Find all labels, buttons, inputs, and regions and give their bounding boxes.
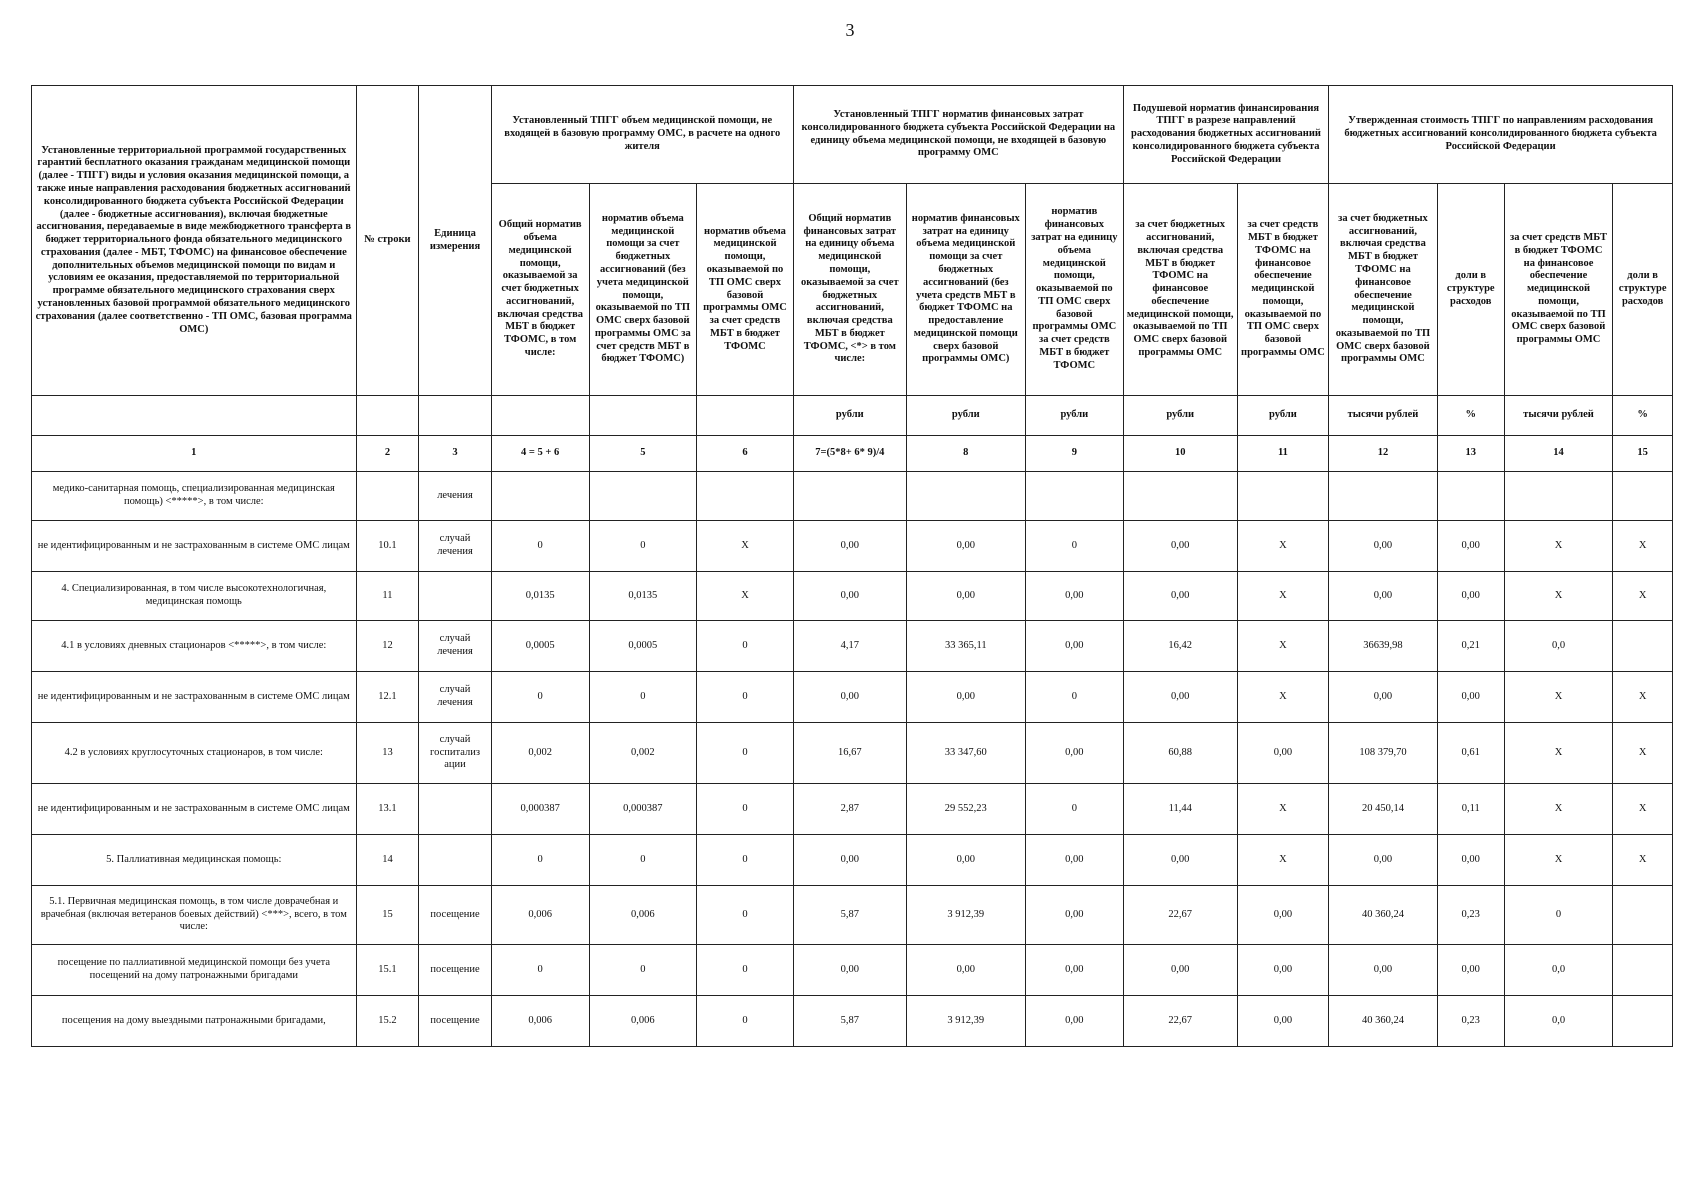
table-cell: 0,00 xyxy=(1025,996,1123,1047)
row-description: не идентифицированным и не застрахованным в системе ОМС лицам xyxy=(32,672,357,723)
table-cell: 0,00 xyxy=(1437,572,1504,621)
table-cell xyxy=(906,472,1025,521)
table-cell: 0,00 xyxy=(793,572,906,621)
header-group-per-capita: Подушевой норматив финансирования ТПГГ в разрезе направлений расходования бюджетных ассигнований консолидированного бюджета субъекта Российской Федерации xyxy=(1123,86,1328,184)
table-cell: 33 365,11 xyxy=(906,621,1025,672)
table-cell: X xyxy=(1504,521,1613,572)
row-description: посещения на дому выездными патронажными бригадами, xyxy=(32,996,357,1047)
header-col-8: норматив финансовых затрат на единицу объема медицинской помощи за счет бюджетных ассигнований (без учета средств МБТ в бюджет ТФОМС на предоставление медицинской помощи сверх базовой программы ОМС) xyxy=(906,184,1025,396)
header-col-6: норматив объема медицинской помощи, оказываемой по ТП ОМС сверх базовой программы ОМС за счет средств МБТ в бюджет ТФОМС xyxy=(697,184,794,396)
table-row xyxy=(32,672,1673,723)
column-number-cell: 2 xyxy=(356,436,419,472)
table-cell: 0,00 xyxy=(1025,835,1123,886)
table-cell: X xyxy=(697,572,794,621)
table-cell: 0,00 xyxy=(1025,572,1123,621)
table-cell: 2,87 xyxy=(793,784,906,835)
row-unit: посещение xyxy=(419,886,491,945)
header-col-11: за счет средств МБТ в бюджет ТФОМС на финансовое обеспечение медицинской помощи, оказываемой по ТП ОМС сверх базовой программы ОМС xyxy=(1237,184,1329,396)
header-col-3: Единица измерения xyxy=(419,86,491,396)
row-number: 11 xyxy=(356,572,419,621)
table-cell: 16,42 xyxy=(1123,621,1237,672)
table-cell: X xyxy=(1613,521,1673,572)
column-number-cell: 10 xyxy=(1123,436,1237,472)
header-group-cost-norm: Установленный ТПГГ норматив финансовых затрат консолидированного бюджета субъекта Российской Федерации на единицу объема медицинской помощи, не входящей в базовую программу ОМС xyxy=(793,86,1123,184)
table-cell: 0,006 xyxy=(491,886,589,945)
table-cell: 36639,98 xyxy=(1329,621,1438,672)
table-cell xyxy=(1613,621,1673,672)
table-cell: 0 xyxy=(1504,886,1613,945)
unit-cell xyxy=(589,396,696,436)
table-cell xyxy=(1123,472,1237,521)
header-group-approved-cost: Утвержденная стоимость ТПГГ по направлениям расходования бюджетных ассигнований консолидированного бюджета субъекта Российской Федерации xyxy=(1329,86,1673,184)
table-row xyxy=(32,521,1673,572)
table-cell: 0,21 xyxy=(1437,621,1504,672)
table-cell: 3 912,39 xyxy=(906,886,1025,945)
unit-cell: рубли xyxy=(1025,396,1123,436)
table-cell: 16,67 xyxy=(793,723,906,784)
table-cell: 0,00 xyxy=(1329,672,1438,723)
header-col-9: норматив финансовых затрат на единицу объема медицинской помощи, оказываемой по ТП ОМС сверх базовой программы ОМС за счет средств МБТ в бюджет ТФОМС xyxy=(1025,184,1123,396)
table-cell: 0 xyxy=(697,996,794,1047)
header-col-5: норматив объема медицинской помощи за счет бюджетных ассигнований (без учета медицинской помощи, оказываемой по ТП ОМС сверх базовой программы ОМС за счет средств МБТ в бюджет ТФОМС) xyxy=(589,184,696,396)
column-number-cell: 14 xyxy=(1504,436,1613,472)
row-number: 14 xyxy=(356,835,419,886)
table-cell: 0,00 xyxy=(1329,572,1438,621)
table-cell: 0,00 xyxy=(906,835,1025,886)
row-description: 5.1. Первичная медицинская помощь, в том числе доврачебная и врачебная (включая ветеранов боевых действий) <***>, всего, в том числе: xyxy=(32,886,357,945)
table-cell: 0,006 xyxy=(589,996,696,1047)
table-cell: 0,23 xyxy=(1437,886,1504,945)
row-number: 15.1 xyxy=(356,945,419,996)
table-cell: 0,00 xyxy=(1237,945,1329,996)
row-unit xyxy=(419,835,491,886)
unit-cell: тысячи рублей xyxy=(1329,396,1438,436)
table-cell: 0 xyxy=(1025,672,1123,723)
unit-cell: % xyxy=(1613,396,1673,436)
row-unit: лечения xyxy=(419,472,491,521)
table-row xyxy=(32,996,1673,1047)
table-cell: 0,00 xyxy=(1237,996,1329,1047)
header-col-1: Установленные территориальной программой государственных гарантий бесплатного оказания гражданам медицинской помощи (далее - ТПГГ) виды и условия оказания медицинской помощи, а также иные направления расходования бюджетных ассигнований консолидированного бюджета субъекта Российской Федерации (далее - бюджетные ассигнования), включая бюджетные ассигнования, передаваемые в виде межбюджетного трансферта в бюджет территориального фонда обязательного медицинского страхования (далее - МБТ, ТФОМС) на финансовое обеспечение дополнительных объемов медицинской помощи по видам и условиям ее оказания, предоставляемой по территориальной программе обязательного медицинского страхования сверх установленных базовой программой обязательного медицинского страхования (далее соответственно - ТП ОМС, базовая программа ОМС) xyxy=(32,86,357,396)
table-cell: 0,00 xyxy=(1237,723,1329,784)
row-unit: посещение xyxy=(419,945,491,996)
unit-cell xyxy=(356,396,419,436)
row-number: 13 xyxy=(356,723,419,784)
unit-cell: рубли xyxy=(906,396,1025,436)
table-cell: 0,00 xyxy=(906,672,1025,723)
unit-cell xyxy=(419,396,491,436)
table-cell: 0,00 xyxy=(1123,521,1237,572)
table-cell: X xyxy=(1504,672,1613,723)
table-cell: X xyxy=(1237,621,1329,672)
row-unit: случай лечения xyxy=(419,672,491,723)
table-cell: X xyxy=(1237,521,1329,572)
table-cell: 0 xyxy=(491,835,589,886)
table-cell xyxy=(1237,472,1329,521)
table-cell: 0 xyxy=(1025,521,1123,572)
row-number: 12.1 xyxy=(356,672,419,723)
table-cell: 0 xyxy=(589,835,696,886)
table-cell: 0,00 xyxy=(793,672,906,723)
table-row xyxy=(32,621,1673,672)
row-description: 4. Специализированная, в том числе высокотехнологичная, медицинская помощь xyxy=(32,572,357,621)
table-cell: 11,44 xyxy=(1123,784,1237,835)
table-cell: X xyxy=(1504,835,1613,886)
financing-table xyxy=(31,85,1673,1047)
row-unit: случай госпитализ ации xyxy=(419,723,491,784)
header-col-10: за счет бюджетных ассигнований, включая средства МБТ в бюджет ТФОМС на финансовое обеспечение медицинской помощи, оказываемой по ТП ОМС сверх базовой программы ОМС xyxy=(1123,184,1237,396)
table-cell: X xyxy=(697,521,794,572)
table-cell xyxy=(589,472,696,521)
row-number: 15 xyxy=(356,886,419,945)
table-cell: X xyxy=(1613,723,1673,784)
table-cell xyxy=(1613,472,1673,521)
table-cell: 0,0005 xyxy=(491,621,589,672)
page-number: 3 xyxy=(845,20,855,40)
table-row xyxy=(32,784,1673,835)
table-cell: 0,00 xyxy=(1025,945,1123,996)
table-row xyxy=(32,886,1673,945)
row-description: 5. Паллиативная медицинская помощь: xyxy=(32,835,357,886)
table-cell xyxy=(793,472,906,521)
table-cell: 0 xyxy=(589,672,696,723)
table-cell: 5,87 xyxy=(793,996,906,1047)
table-cell: 0,00 xyxy=(1123,572,1237,621)
table-cell xyxy=(1025,472,1123,521)
table-cell: 0,006 xyxy=(491,996,589,1047)
table-cell: 0,0135 xyxy=(589,572,696,621)
table-cell: 3 912,39 xyxy=(906,996,1025,1047)
table-cell: 40 360,24 xyxy=(1329,996,1438,1047)
table-cell: X xyxy=(1613,784,1673,835)
table-row xyxy=(32,472,1673,521)
unit-cell xyxy=(697,396,794,436)
table-cell: 40 360,24 xyxy=(1329,886,1438,945)
unit-cell xyxy=(32,396,357,436)
table-body xyxy=(32,472,1673,1047)
table-cell: 4,17 xyxy=(793,621,906,672)
table-cell: X xyxy=(1237,835,1329,886)
table-cell: X xyxy=(1504,572,1613,621)
table-cell: 0 xyxy=(697,621,794,672)
table-cell xyxy=(1437,472,1504,521)
unit-cell xyxy=(491,396,589,436)
row-unit xyxy=(419,784,491,835)
column-number-cell: 5 xyxy=(589,436,696,472)
table-cell: X xyxy=(1237,672,1329,723)
column-number-cell: 11 xyxy=(1237,436,1329,472)
table-cell: 108 379,70 xyxy=(1329,723,1438,784)
unit-cell: рубли xyxy=(793,396,906,436)
table-cell xyxy=(1613,886,1673,945)
table-cell xyxy=(1613,945,1673,996)
table-cell: 0 xyxy=(697,784,794,835)
column-number-cell: 15 xyxy=(1613,436,1673,472)
table-cell: 0,00 xyxy=(906,945,1025,996)
header-col-15: доли в структуре расходов xyxy=(1613,184,1673,396)
row-description: посещение по паллиативной медицинской помощи без учета посещений на дому патронажными бригадами xyxy=(32,945,357,996)
row-description: не идентифицированным и не застрахованным в системе ОМС лицам xyxy=(32,521,357,572)
table-cell: 0,00 xyxy=(1025,723,1123,784)
table-cell: 0 xyxy=(697,945,794,996)
column-number-cell: 1 xyxy=(32,436,357,472)
unit-cell: тысячи рублей xyxy=(1504,396,1613,436)
table-cell: 0 xyxy=(491,521,589,572)
row-unit: случай лечения xyxy=(419,521,491,572)
table-cell xyxy=(1504,472,1613,521)
table-cell: 22,67 xyxy=(1123,996,1237,1047)
table-cell: 0,00 xyxy=(1437,521,1504,572)
table-cell: 0,00 xyxy=(1437,945,1504,996)
table-cell: 0,00 xyxy=(1329,835,1438,886)
table-cell: X xyxy=(1237,572,1329,621)
table-cell: 20 450,14 xyxy=(1329,784,1438,835)
table-cell: 0 xyxy=(589,521,696,572)
column-number-cell: 4 = 5 + 6 xyxy=(491,436,589,472)
table-cell: 0,00 xyxy=(1237,886,1329,945)
column-number-cell: 6 xyxy=(697,436,794,472)
table-cell: 0,00 xyxy=(793,835,906,886)
row-number: 12 xyxy=(356,621,419,672)
table-cell: 0,00 xyxy=(906,521,1025,572)
row-number: 13.1 xyxy=(356,784,419,835)
table-cell xyxy=(491,472,589,521)
table-cell: 0 xyxy=(1025,784,1123,835)
header-col-2: № строки xyxy=(356,86,419,396)
table-cell: 0,0 xyxy=(1504,945,1613,996)
table-cell: 0,0 xyxy=(1504,996,1613,1047)
header-col-13: доли в структуре расходов xyxy=(1437,184,1504,396)
table-cell: 22,67 xyxy=(1123,886,1237,945)
table-cell xyxy=(1613,996,1673,1047)
column-number-cell: 3 xyxy=(419,436,491,472)
table-cell xyxy=(697,472,794,521)
unit-cell: % xyxy=(1437,396,1504,436)
table-cell: 0 xyxy=(697,835,794,886)
table-cell: 0,00 xyxy=(1329,521,1438,572)
table-cell: 0 xyxy=(589,945,696,996)
row-unit: посещение xyxy=(419,996,491,1047)
table-cell: 0,00 xyxy=(1025,886,1123,945)
column-number-cell: 8 xyxy=(906,436,1025,472)
table-cell: 0,000387 xyxy=(491,784,589,835)
table-cell: 0,00 xyxy=(906,572,1025,621)
header-group-volume: Установленный ТПГГ объем медицинской помощи, не входящей в базовую программу ОМС, в расчете на одного жителя xyxy=(491,86,793,184)
table-cell: 0,0 xyxy=(1504,621,1613,672)
column-numbers-row xyxy=(32,436,1673,472)
table-cell: 0 xyxy=(491,672,589,723)
column-number-cell: 13 xyxy=(1437,436,1504,472)
row-description: 4.2 в условиях круглосуточных стационаров, в том числе: xyxy=(32,723,357,784)
table-cell: 0 xyxy=(697,886,794,945)
table-cell: 0,00 xyxy=(1123,945,1237,996)
table-cell: X xyxy=(1504,723,1613,784)
column-number-cell: 7=(5*8+ 6* 9)/4 xyxy=(793,436,906,472)
table-cell: 0,23 xyxy=(1437,996,1504,1047)
row-number: 10.1 xyxy=(356,521,419,572)
table-cell: 0 xyxy=(491,945,589,996)
table-cell: 0,00 xyxy=(1437,835,1504,886)
table-cell: 0,61 xyxy=(1437,723,1504,784)
row-number: 15.2 xyxy=(356,996,419,1047)
table-row xyxy=(32,835,1673,886)
table-cell: 0,00 xyxy=(1437,672,1504,723)
table-cell: 0,000387 xyxy=(589,784,696,835)
table-row xyxy=(32,572,1673,621)
table-cell: 0,0135 xyxy=(491,572,589,621)
row-unit: случай лечения xyxy=(419,621,491,672)
table-cell: 29 552,23 xyxy=(906,784,1025,835)
table-cell: 0,0005 xyxy=(589,621,696,672)
table-cell: X xyxy=(1237,784,1329,835)
table-cell: 0 xyxy=(697,723,794,784)
units-row xyxy=(32,396,1673,436)
row-number xyxy=(356,472,419,521)
table-cell: X xyxy=(1613,835,1673,886)
table-cell: 60,88 xyxy=(1123,723,1237,784)
table-cell: X xyxy=(1613,672,1673,723)
table-cell: 0,00 xyxy=(1025,621,1123,672)
row-description: медико-санитарная помощь, специализированная медицинская помощь) <*****>, в том числе: xyxy=(32,472,357,521)
table-cell: 5,87 xyxy=(793,886,906,945)
unit-cell: рубли xyxy=(1237,396,1329,436)
column-number-cell: 9 xyxy=(1025,436,1123,472)
row-unit xyxy=(419,572,491,621)
column-number-cell: 12 xyxy=(1329,436,1438,472)
table-cell: 0,00 xyxy=(793,945,906,996)
table-cell: 0,00 xyxy=(793,521,906,572)
table-row xyxy=(32,945,1673,996)
table-row xyxy=(32,723,1673,784)
row-description: не идентифицированным и не застрахованным в системе ОМС лицам xyxy=(32,784,357,835)
table-cell: X xyxy=(1613,572,1673,621)
table-cell xyxy=(1329,472,1438,521)
table-cell: X xyxy=(1504,784,1613,835)
header-col-7: Общий норматив финансовых затрат на единицу объема медицинской помощи, оказываемой за счет бюджетных ассигнований, включая средства МБТ в бюджет ТФОМС, <*> в том числе: xyxy=(793,184,906,396)
table-cell: 0,002 xyxy=(491,723,589,784)
row-description: 4.1 в условиях дневных стационаров <*****>, в том числе: xyxy=(32,621,357,672)
table-cell: 0,002 xyxy=(589,723,696,784)
header-col-14: за счет средств МБТ в бюджет ТФОМС на финансовое обеспечение медицинской помощи, оказываемой по ТП ОМС сверх базовой программы ОМС xyxy=(1504,184,1613,396)
table-cell: 0,11 xyxy=(1437,784,1504,835)
table-cell: 33 347,60 xyxy=(906,723,1025,784)
table-cell: 0,00 xyxy=(1123,835,1237,886)
table-cell: 0,006 xyxy=(589,886,696,945)
table-cell: 0,00 xyxy=(1123,672,1237,723)
table-cell: 0 xyxy=(697,672,794,723)
header-col-12: за счет бюджетных ассигнований, включая средства МБТ в бюджет ТФОМС на финансовое обеспечение медицинской помощи, оказываемой по ТП ОМС сверх базовой программы ОМС xyxy=(1329,184,1438,396)
table-cell: 0,00 xyxy=(1329,945,1438,996)
unit-cell: рубли xyxy=(1123,396,1237,436)
header-col-4: Общий норматив объема медицинской помощи, оказываемой за счет бюджетных ассигнований, включая средства МБТ в бюджет ТФОМС, в том числе: xyxy=(491,184,589,396)
